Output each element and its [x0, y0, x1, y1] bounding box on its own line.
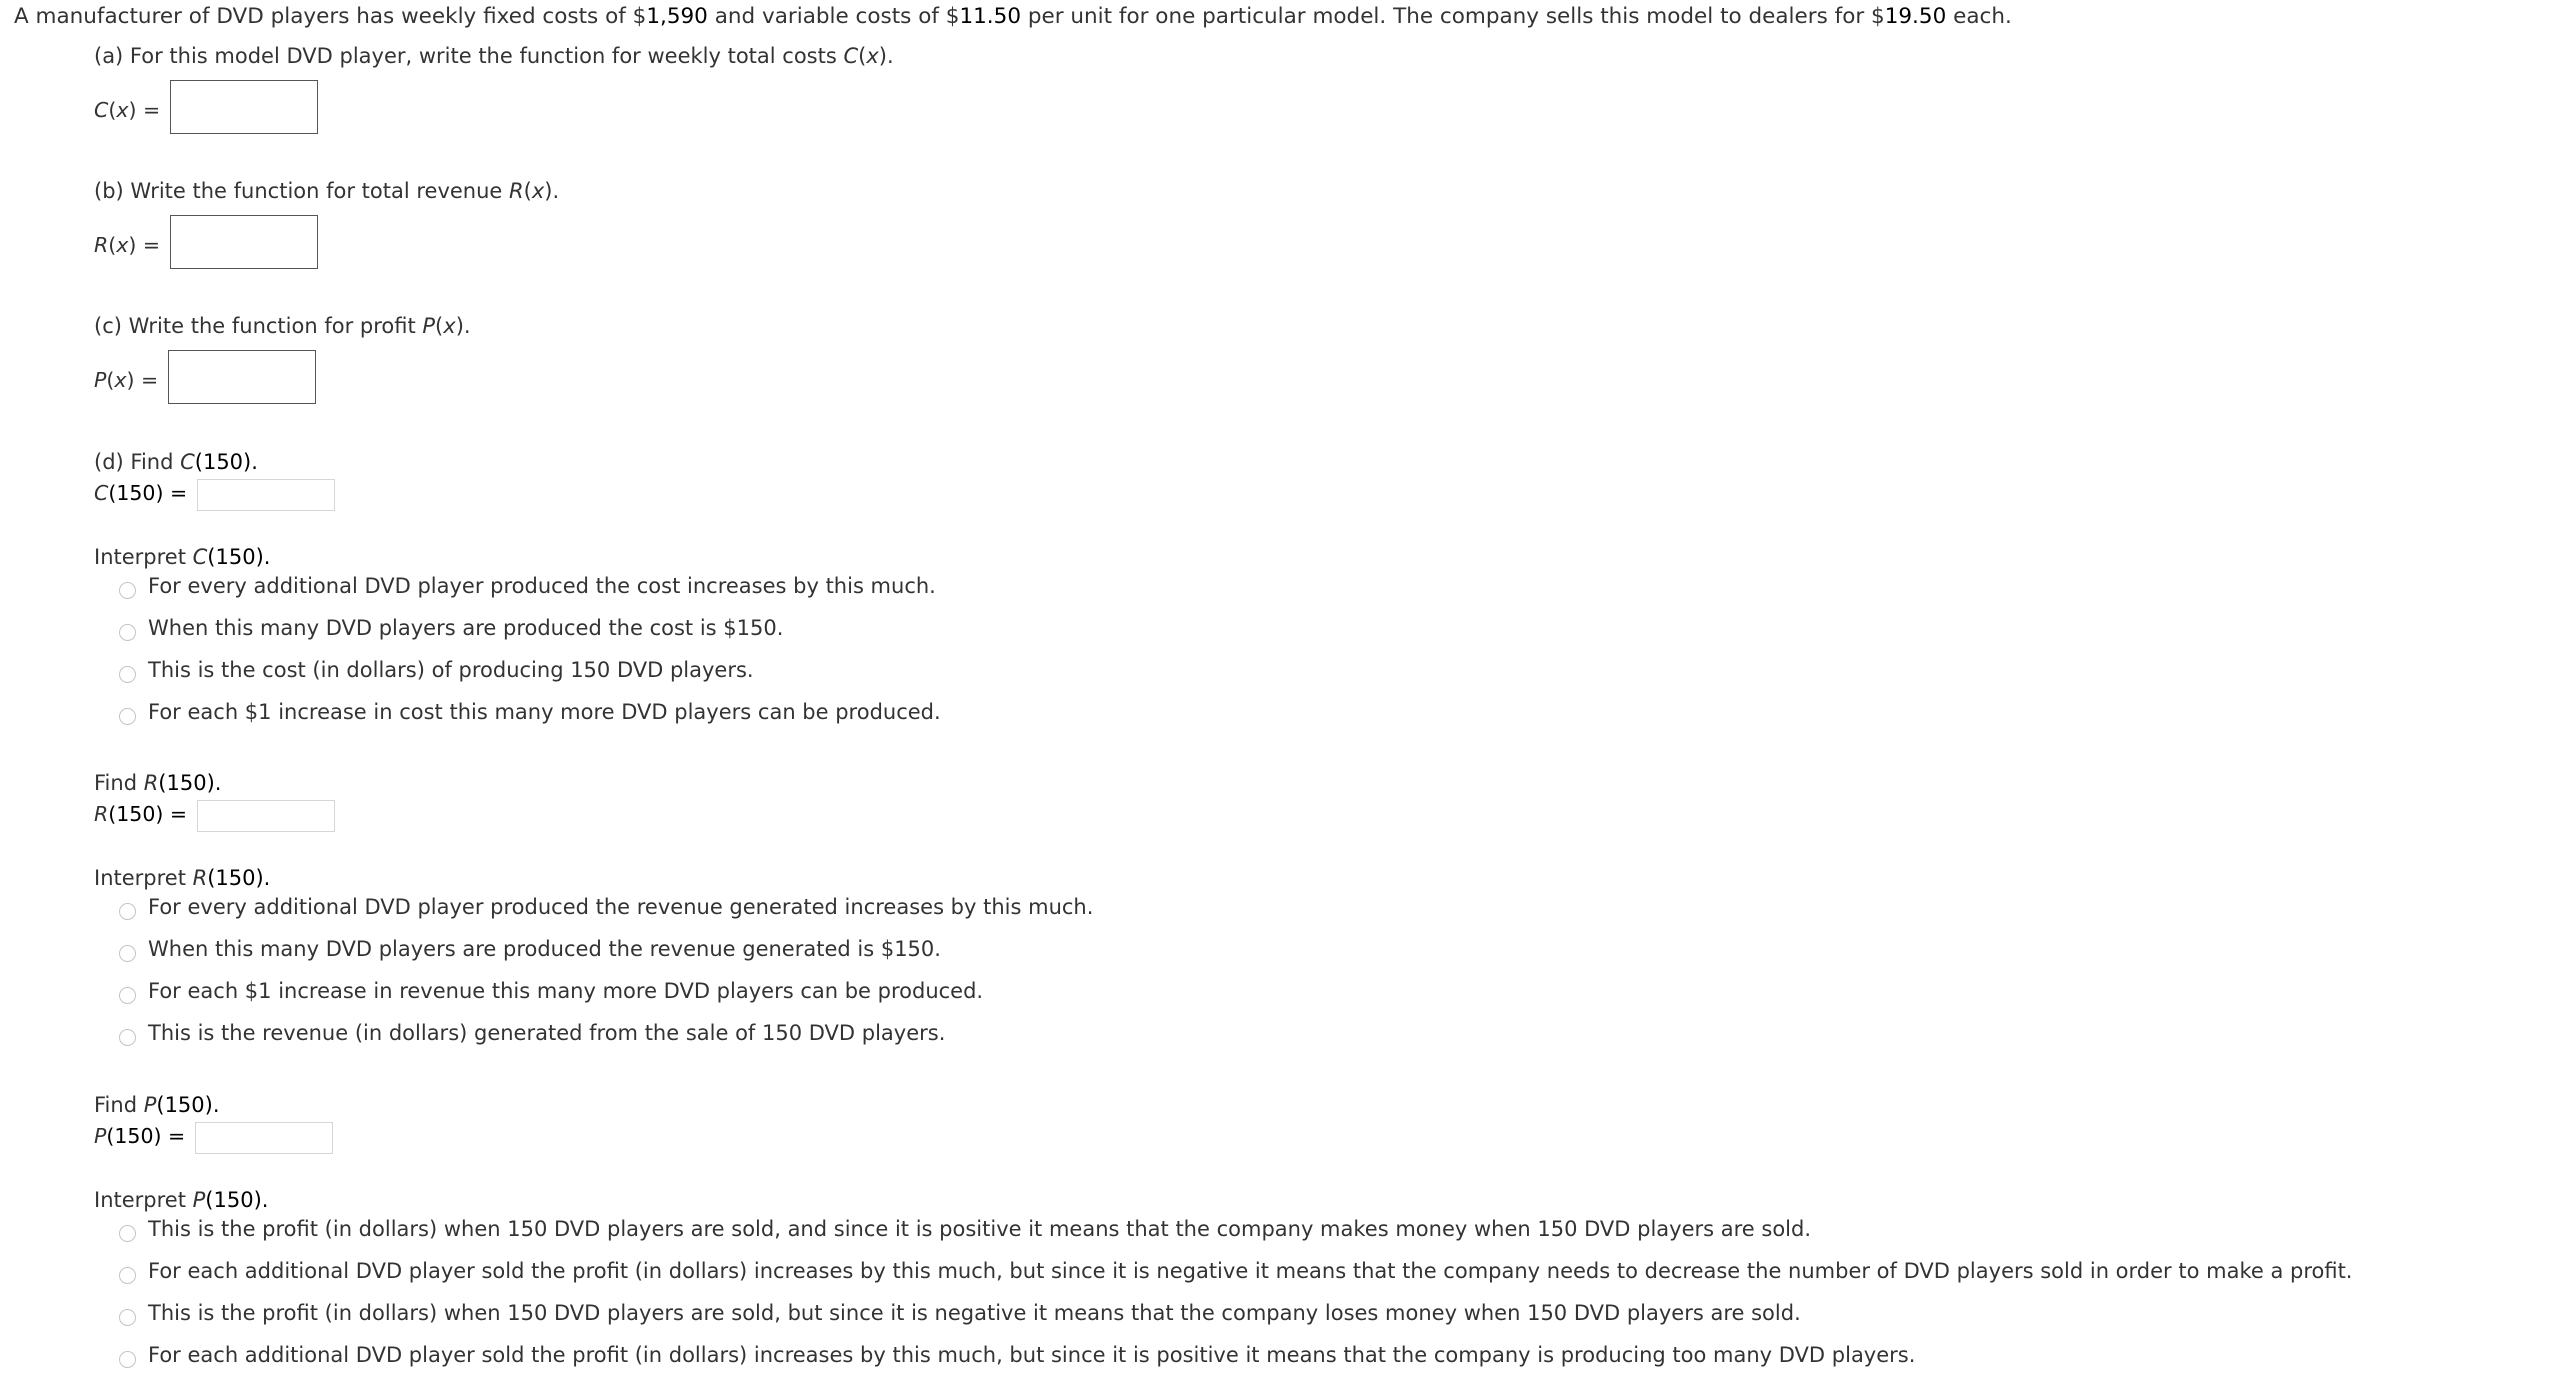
r150-label [94, 802, 187, 826]
c150-option-2-label[interactable]: When this many DVD players are produced the cost is $150. [148, 616, 784, 640]
r150-option-2-radio[interactable] [119, 945, 136, 962]
profit-label-eq: ) = [126, 368, 159, 392]
interpret-r150-prompt [94, 866, 270, 890]
interpret-c150-arg: (150). [207, 545, 271, 569]
cost-function-input[interactable] [170, 80, 318, 134]
find-c150-arg: (150). [194, 450, 258, 474]
part-a-prefix: (a) For this model DVD player, write the function for weekly total costs [94, 44, 844, 68]
profit-function-label [94, 368, 158, 392]
c150-option-2-radio[interactable] [119, 624, 136, 641]
part-b-prompt [94, 179, 559, 203]
interpret-r150-arg: (150). [207, 866, 271, 890]
cost-label-eq: ) = [128, 98, 161, 122]
part-a-fn: C [843, 44, 859, 68]
problem-text-mid2: per unit for one particular model. The company sells this model to dealers for $ [1021, 4, 1885, 29]
find-r150-prompt [94, 771, 221, 795]
find-r150-arg: (150). [158, 771, 222, 795]
cost-label-rest: ( [108, 98, 117, 122]
find-c150-fn: C [180, 450, 195, 474]
r150-option-3-label[interactable]: For each $1 increase in revenue this many more DVD players can be produced. [148, 979, 984, 1003]
r150-option-4-label[interactable]: This is the revenue (in dollars) generated from the sale of 150 DVD players. [148, 1021, 946, 1045]
revenue-function-input[interactable] [170, 215, 318, 269]
part-b-arg: ( [523, 179, 532, 203]
interpret-p150-fn: P [192, 1188, 206, 1212]
r150-option-1-label[interactable]: For every additional DVD player produced the revenue generated increases by this much. [148, 895, 1094, 919]
interpret-p150-prefix: Interpret [94, 1188, 193, 1212]
profit-function-input[interactable] [168, 350, 316, 404]
p150-option-1-radio[interactable] [119, 1225, 136, 1242]
c150-label-arg: (150) = [108, 481, 188, 505]
p150-input[interactable] [195, 1122, 333, 1154]
interpret-p150-arg: (150). [205, 1188, 269, 1212]
p150-label-fn: P [94, 1124, 107, 1148]
part-a-prompt [94, 44, 894, 68]
c150-option-4-label[interactable]: For each $1 increase in cost this many more DVD players can be produced. [148, 700, 941, 724]
part-a-close: ). [878, 44, 894, 68]
profit-label-rest: ( [106, 368, 115, 392]
revenue-function-label [94, 233, 160, 257]
r150-option-2-label[interactable]: When this many DVD players are produced the revenue generated is $150. [148, 937, 941, 961]
profit-label-fn: P [94, 368, 107, 392]
find-p150-prefix: Find [94, 1093, 144, 1117]
interpret-c150-prompt [94, 545, 270, 569]
problem-text-pre: A manufacturer of DVD players has weekly fixed costs of $ [14, 4, 647, 29]
find-c150-prompt [94, 450, 258, 474]
interpret-r150-fn: R [192, 866, 208, 890]
part-c-prompt [94, 314, 471, 338]
c150-option-1-radio[interactable] [119, 582, 136, 599]
p150-option-2-label[interactable]: For each additional DVD player sold the profit (in dollars) increases by this much, but since it is negative it means that the company needs to decrease the number of DVD players sold in order to make a profit. [148, 1259, 2353, 1283]
problem-statement [14, 4, 2012, 29]
find-r150-prefix: Find [94, 771, 144, 795]
part-b-fn: R [509, 179, 524, 203]
r150-label-arg: (150) = [108, 802, 188, 826]
p150-option-2-radio[interactable] [119, 1267, 136, 1284]
p150-label [94, 1124, 185, 1148]
c150-option-3-label[interactable]: This is the cost (in dollars) of producing 150 DVD players. [148, 658, 754, 682]
c150-option-3-radio[interactable] [119, 666, 136, 683]
cost-label-fn: C [94, 98, 109, 122]
r150-label-fn: R [94, 802, 109, 826]
p150-option-3-radio[interactable] [119, 1309, 136, 1326]
find-p150-fn: P [143, 1093, 157, 1117]
revenue-label-rest: ( [108, 233, 117, 257]
find-p150-prompt [94, 1093, 220, 1117]
revenue-label-eq: ) = [128, 233, 161, 257]
r150-input[interactable] [197, 800, 335, 832]
problem-text-mid1: and variable costs of $ [707, 4, 960, 29]
part-c-var: x [443, 314, 456, 338]
c150-label [94, 481, 187, 505]
part-c-fn: P [422, 314, 436, 338]
cost-function-label [94, 98, 160, 122]
revenue-label-fn: R [94, 233, 109, 257]
c150-input[interactable] [197, 479, 335, 511]
part-c-arg: ( [435, 314, 444, 338]
p150-option-4-radio[interactable] [119, 1351, 136, 1368]
part-b-prefix: (b) Write the function for total revenue [94, 179, 510, 203]
interpret-r150-prefix: Interpret [94, 866, 193, 890]
problem-text-post: each. [1946, 4, 2012, 29]
fixed-cost-value: 1,590 [646, 4, 708, 29]
price-value: 19.50 [1884, 4, 1947, 29]
cost-label-var: x [116, 98, 129, 122]
part-a-arg: ( [858, 44, 867, 68]
p150-label-arg: (150) = [106, 1124, 186, 1148]
find-c150-prefix: (d) Find [94, 450, 181, 474]
part-b-var: x [531, 179, 545, 203]
variable-cost-value: 11.50 [959, 4, 1022, 29]
revenue-label-var: x [116, 233, 129, 257]
part-b-close: ). [544, 179, 560, 203]
c150-option-4-radio[interactable] [119, 708, 136, 725]
find-r150-fn: R [143, 771, 159, 795]
interpret-c150-fn: C [192, 545, 208, 569]
interpret-c150-prefix: Interpret [94, 545, 193, 569]
c150-label-fn: C [94, 481, 109, 505]
part-c-close: ). [455, 314, 471, 338]
r150-option-3-radio[interactable] [119, 987, 136, 1004]
r150-option-4-radio[interactable] [119, 1029, 136, 1046]
find-p150-arg: (150). [156, 1093, 220, 1117]
c150-option-1-label[interactable]: For every additional DVD player produced the cost increases by this much. [148, 574, 936, 598]
p150-option-1-label[interactable]: This is the profit (in dollars) when 150 DVD players are sold, and since it is positive it means that the company makes money when 150 DVD players are sold. [148, 1217, 1812, 1241]
p150-option-3-label[interactable]: This is the profit (in dollars) when 150 DVD players are sold, but since it is negative it means that the company loses money when 150 DVD players are sold. [148, 1301, 1801, 1325]
profit-label-var: x [114, 368, 127, 392]
p150-option-4-label[interactable]: For each additional DVD player sold the profit (in dollars) increases by this much, but since it is positive it means that the company is producing too many DVD players. [148, 1343, 1916, 1367]
r150-option-1-radio[interactable] [119, 903, 136, 920]
interpret-p150-prompt [94, 1188, 268, 1212]
part-c-prefix: (c) Write the function for profit [94, 314, 423, 338]
part-a-var: x [866, 44, 879, 68]
